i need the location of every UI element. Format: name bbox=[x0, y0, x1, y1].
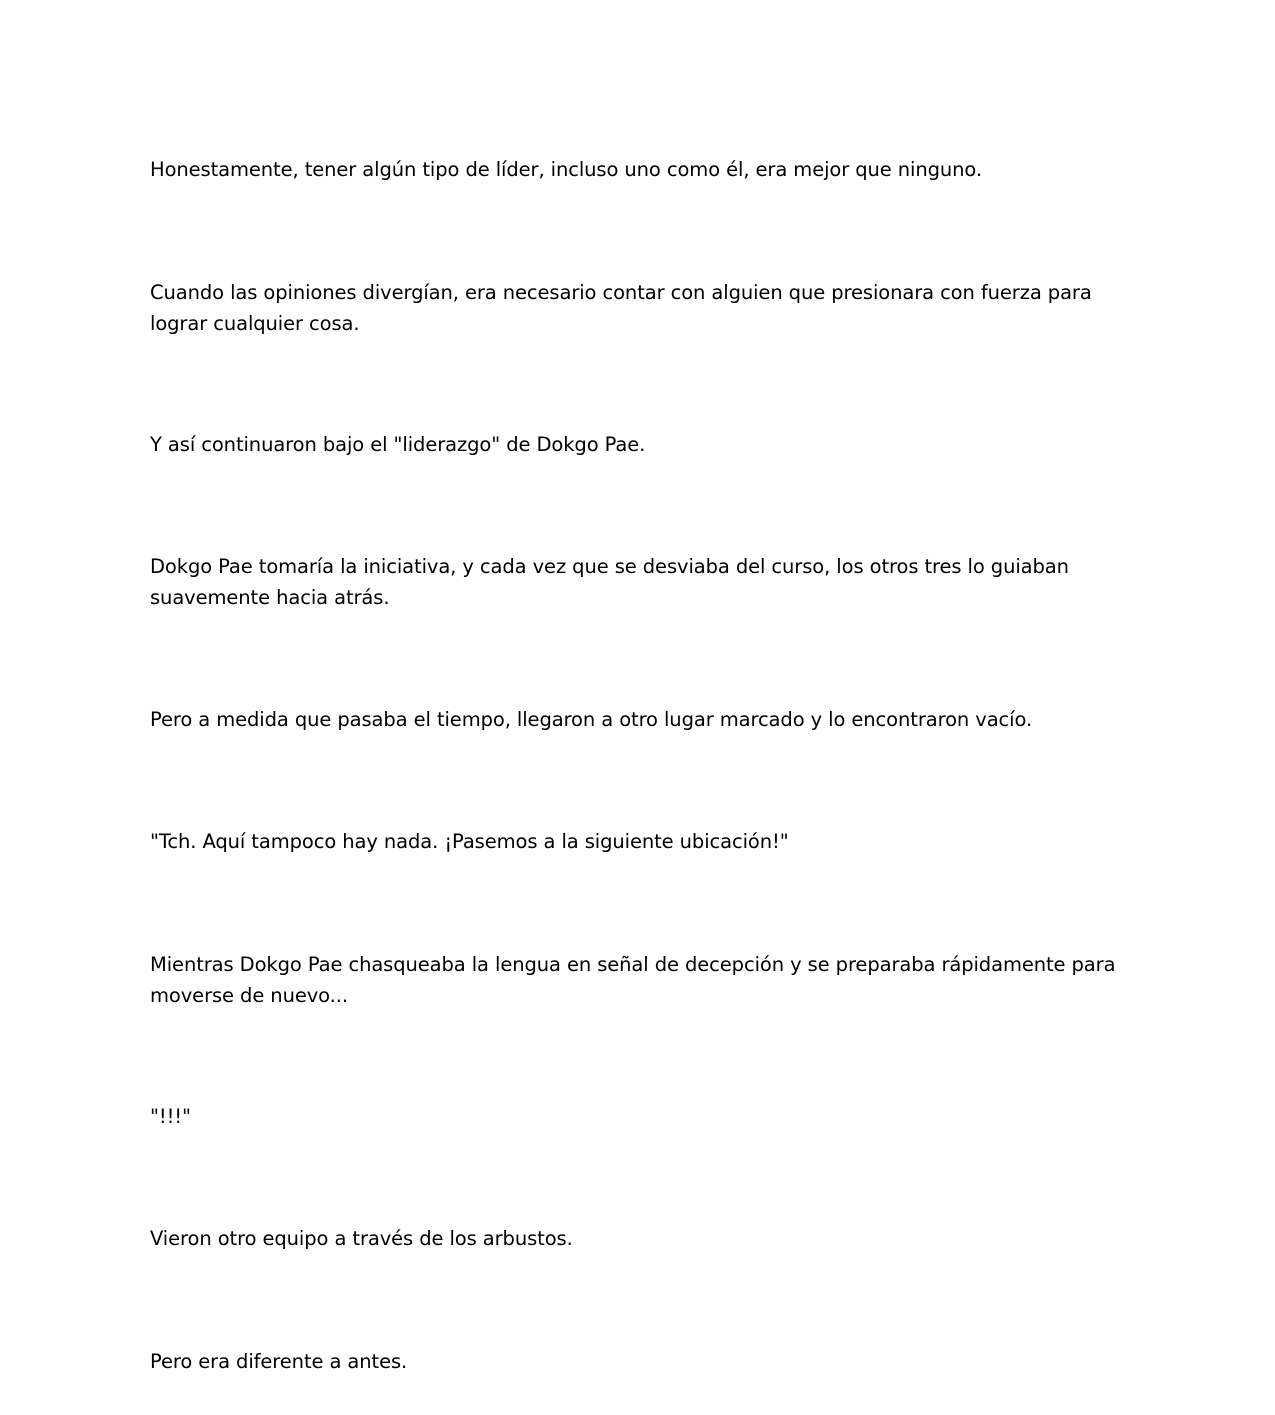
paragraph-10: Pero era diferente a antes. bbox=[150, 1350, 408, 1373]
paragraph-5: Pero a medida que pasaba el tiempo, llegaron a otro lugar marcado y lo encontraron vacío. bbox=[150, 708, 1033, 731]
paragraph-8: "!!!" bbox=[150, 1105, 191, 1128]
paragraph-6: "Tch. Aquí tampoco hay nada. ¡Pasemos a la siguiente ubicación!" bbox=[150, 830, 789, 853]
paragraph-3: Y así continuaron bajo el "liderazgo" de Dokgo Pae. bbox=[150, 433, 646, 456]
paragraph-7: Mientras Dokgo Pae chasqueaba la lengua en señal de decepción y se preparaba rápidamente para moverse de nuevo... bbox=[150, 953, 1116, 1007]
paragraph-2: Cuando las opiniones divergían, era necesario contar con alguien que presionara con fuerza para lograr cualquier cosa. bbox=[150, 281, 1092, 335]
paragraph-9: Vieron otro equipo a través de los arbustos. bbox=[150, 1227, 573, 1250]
paragraph-1: Honestamente, tener algún tipo de líder, incluso uno como él, era mejor que ninguno. bbox=[150, 158, 983, 181]
paragraph-4: Dokgo Pae tomaría la iniciativa, y cada vez que se desviaba del curso, los otros tres lo guiaban suavemente hacia atrás. bbox=[150, 555, 1069, 609]
